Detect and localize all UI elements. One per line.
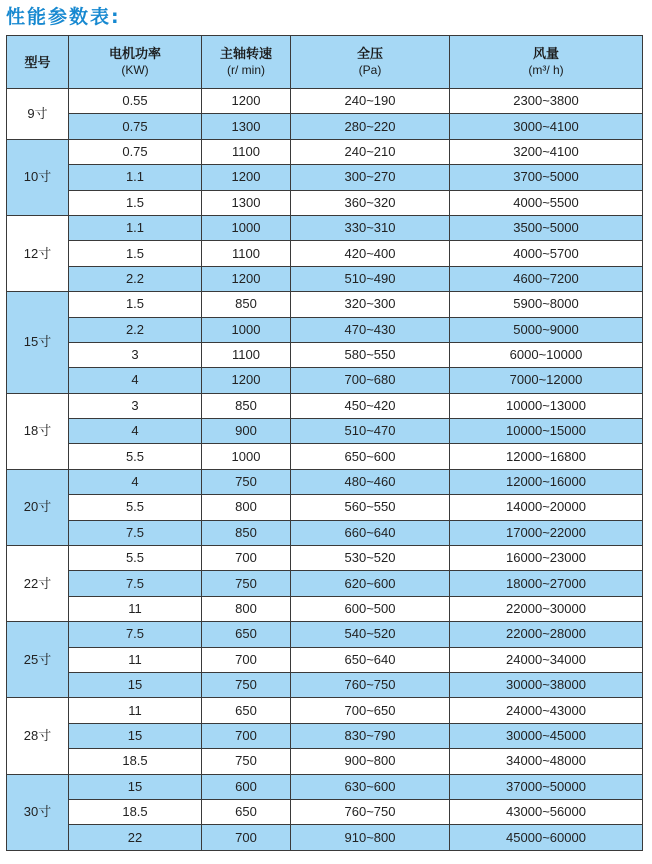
- pressure-cell: 560~550: [291, 495, 450, 520]
- pressure-cell: 510~470: [291, 419, 450, 444]
- airflow-cell: 34000~48000: [450, 749, 643, 774]
- pressure-cell: 280~220: [291, 114, 450, 139]
- model-cell: 12寸: [7, 215, 69, 291]
- speed-cell: 800: [202, 495, 291, 520]
- table-row: [7, 368, 643, 393]
- header-pressure: 全压 (Pa): [291, 36, 450, 89]
- pressure-cell: 240~210: [291, 139, 450, 164]
- power-cell: 5.5: [69, 444, 202, 469]
- power-cell: 11: [69, 647, 202, 672]
- power-cell: 11: [69, 698, 202, 723]
- airflow-cell: 4600~7200: [450, 266, 643, 291]
- power-cell: 15: [69, 723, 202, 748]
- airflow-cell: 30000~45000: [450, 723, 643, 748]
- pressure-cell: 630~600: [291, 774, 450, 799]
- model-cell: 20寸: [7, 469, 69, 545]
- table-row: [7, 215, 643, 240]
- table-row: [7, 723, 643, 748]
- airflow-cell: 3200~4100: [450, 139, 643, 164]
- power-cell: 4: [69, 469, 202, 494]
- header-model: 型号: [7, 36, 69, 89]
- speed-cell: 1100: [202, 241, 291, 266]
- pressure-cell: 760~750: [291, 799, 450, 824]
- model-cell: 9寸: [7, 89, 69, 140]
- table-row: [7, 520, 643, 545]
- speed-cell: 1200: [202, 266, 291, 291]
- speed-cell: 750: [202, 469, 291, 494]
- pressure-cell: 470~430: [291, 317, 450, 342]
- speed-cell: 900: [202, 419, 291, 444]
- power-cell: 2.2: [69, 317, 202, 342]
- airflow-cell: 12000~16000: [450, 469, 643, 494]
- table-row: [7, 825, 643, 850]
- airflow-cell: 10000~13000: [450, 393, 643, 418]
- power-cell: 4: [69, 419, 202, 444]
- speed-cell: 1200: [202, 368, 291, 393]
- airflow-cell: 5900~8000: [450, 292, 643, 317]
- power-cell: 18.5: [69, 799, 202, 824]
- speed-cell: 1300: [202, 190, 291, 215]
- table-row: [7, 647, 643, 672]
- speed-cell: 1000: [202, 215, 291, 240]
- table-row: [7, 571, 643, 596]
- table-row: [7, 241, 643, 266]
- airflow-cell: 3500~5000: [450, 215, 643, 240]
- airflow-cell: 24000~34000: [450, 647, 643, 672]
- airflow-cell: 7000~12000: [450, 368, 643, 393]
- table-row: [7, 596, 643, 621]
- table-row: [7, 799, 643, 824]
- airflow-cell: 30000~38000: [450, 672, 643, 697]
- airflow-cell: 3000~4100: [450, 114, 643, 139]
- power-cell: 1.5: [69, 241, 202, 266]
- table-header-row: [7, 36, 643, 89]
- pressure-cell: 540~520: [291, 622, 450, 647]
- power-cell: 4: [69, 368, 202, 393]
- table-row: [7, 469, 643, 494]
- power-cell: 22: [69, 825, 202, 850]
- pressure-cell: 700~680: [291, 368, 450, 393]
- pressure-cell: 510~490: [291, 266, 450, 291]
- power-cell: 0.75: [69, 114, 202, 139]
- pressure-cell: 650~640: [291, 647, 450, 672]
- header-airflow: 风量 (m³/ h): [450, 36, 643, 89]
- speed-cell: 1000: [202, 444, 291, 469]
- pressure-cell: 480~460: [291, 469, 450, 494]
- table-row: [7, 266, 643, 291]
- speed-cell: 750: [202, 571, 291, 596]
- airflow-cell: 45000~60000: [450, 825, 643, 850]
- power-cell: 1.5: [69, 292, 202, 317]
- pressure-cell: 450~420: [291, 393, 450, 418]
- airflow-cell: 4000~5700: [450, 241, 643, 266]
- pressure-cell: 420~400: [291, 241, 450, 266]
- table-row: [7, 444, 643, 469]
- speed-cell: 700: [202, 647, 291, 672]
- table-body: [7, 89, 643, 851]
- model-cell: 25寸: [7, 622, 69, 698]
- airflow-cell: 43000~56000: [450, 799, 643, 824]
- table-row: [7, 139, 643, 164]
- pressure-cell: 530~520: [291, 546, 450, 571]
- airflow-cell: 18000~27000: [450, 571, 643, 596]
- model-cell: 28寸: [7, 698, 69, 774]
- speed-cell: 700: [202, 825, 291, 850]
- speed-cell: 1100: [202, 342, 291, 367]
- speed-cell: 800: [202, 596, 291, 621]
- airflow-cell: 5000~9000: [450, 317, 643, 342]
- speed-cell: 850: [202, 292, 291, 317]
- pressure-cell: 760~750: [291, 672, 450, 697]
- airflow-cell: 2300~3800: [450, 89, 643, 114]
- table-row: [7, 672, 643, 697]
- power-cell: 5.5: [69, 546, 202, 571]
- table-row: [7, 89, 643, 114]
- model-cell: 22寸: [7, 546, 69, 622]
- speed-cell: 700: [202, 546, 291, 571]
- power-cell: 7.5: [69, 520, 202, 545]
- table-row: [7, 190, 643, 215]
- airflow-cell: 10000~15000: [450, 419, 643, 444]
- pressure-cell: 910~800: [291, 825, 450, 850]
- page-title: 性能参数表:: [6, 6, 121, 28]
- header-speed: 主轴转速 (r/ min): [202, 36, 291, 89]
- table-row: [7, 292, 643, 317]
- speed-cell: 750: [202, 672, 291, 697]
- speed-cell: 1200: [202, 165, 291, 190]
- pressure-cell: 620~600: [291, 571, 450, 596]
- speed-cell: 650: [202, 698, 291, 723]
- power-cell: 1.5: [69, 190, 202, 215]
- airflow-cell: 22000~28000: [450, 622, 643, 647]
- power-cell: 0.55: [69, 89, 202, 114]
- speed-cell: 850: [202, 393, 291, 418]
- model-cell: 10寸: [7, 139, 69, 215]
- header-power: 电机功率 (KW): [69, 36, 202, 89]
- speed-cell: 750: [202, 749, 291, 774]
- table-row: [7, 342, 643, 367]
- pressure-cell: 700~650: [291, 698, 450, 723]
- table-row: [7, 317, 643, 342]
- model-cell: 15寸: [7, 292, 69, 394]
- power-cell: 7.5: [69, 622, 202, 647]
- power-cell: 7.5: [69, 571, 202, 596]
- pressure-cell: 600~500: [291, 596, 450, 621]
- pressure-cell: 900~800: [291, 749, 450, 774]
- power-cell: 1.1: [69, 215, 202, 240]
- airflow-cell: 4000~5500: [450, 190, 643, 215]
- pressure-cell: 580~550: [291, 342, 450, 367]
- pressure-cell: 650~600: [291, 444, 450, 469]
- speed-cell: 1200: [202, 89, 291, 114]
- power-cell: 3: [69, 393, 202, 418]
- airflow-cell: 12000~16800: [450, 444, 643, 469]
- table-row: [7, 495, 643, 520]
- airflow-cell: 24000~43000: [450, 698, 643, 723]
- speed-cell: 600: [202, 774, 291, 799]
- speed-cell: 650: [202, 799, 291, 824]
- airflow-cell: 3700~5000: [450, 165, 643, 190]
- airflow-cell: 14000~20000: [450, 495, 643, 520]
- power-cell: 11: [69, 596, 202, 621]
- table-row: [7, 393, 643, 418]
- airflow-cell: 6000~10000: [450, 342, 643, 367]
- model-cell: 30寸: [7, 774, 69, 850]
- speed-cell: 700: [202, 723, 291, 748]
- speed-cell: 1000: [202, 317, 291, 342]
- pressure-cell: 320~300: [291, 292, 450, 317]
- table-row: [7, 774, 643, 799]
- table-row: [7, 165, 643, 190]
- speed-cell: 1300: [202, 114, 291, 139]
- pressure-cell: 240~190: [291, 89, 450, 114]
- airflow-cell: 16000~23000: [450, 546, 643, 571]
- table-row: [7, 114, 643, 139]
- model-cell: 18寸: [7, 393, 69, 469]
- table-row: [7, 419, 643, 444]
- pressure-cell: 830~790: [291, 723, 450, 748]
- performance-table: [6, 35, 643, 851]
- speed-cell: 1100: [202, 139, 291, 164]
- pressure-cell: 360~320: [291, 190, 450, 215]
- speed-cell: 850: [202, 520, 291, 545]
- power-cell: 5.5: [69, 495, 202, 520]
- table-row: [7, 749, 643, 774]
- power-cell: 1.1: [69, 165, 202, 190]
- pressure-cell: 300~270: [291, 165, 450, 190]
- table-row: [7, 698, 643, 723]
- power-cell: 15: [69, 672, 202, 697]
- airflow-cell: 17000~22000: [450, 520, 643, 545]
- power-cell: 18.5: [69, 749, 202, 774]
- pressure-cell: 660~640: [291, 520, 450, 545]
- power-cell: 3: [69, 342, 202, 367]
- table-row: [7, 546, 643, 571]
- pressure-cell: 330~310: [291, 215, 450, 240]
- airflow-cell: 22000~30000: [450, 596, 643, 621]
- speed-cell: 650: [202, 622, 291, 647]
- table-row: [7, 622, 643, 647]
- airflow-cell: 37000~50000: [450, 774, 643, 799]
- power-cell: 0.75: [69, 139, 202, 164]
- power-cell: 15: [69, 774, 202, 799]
- power-cell: 2.2: [69, 266, 202, 291]
